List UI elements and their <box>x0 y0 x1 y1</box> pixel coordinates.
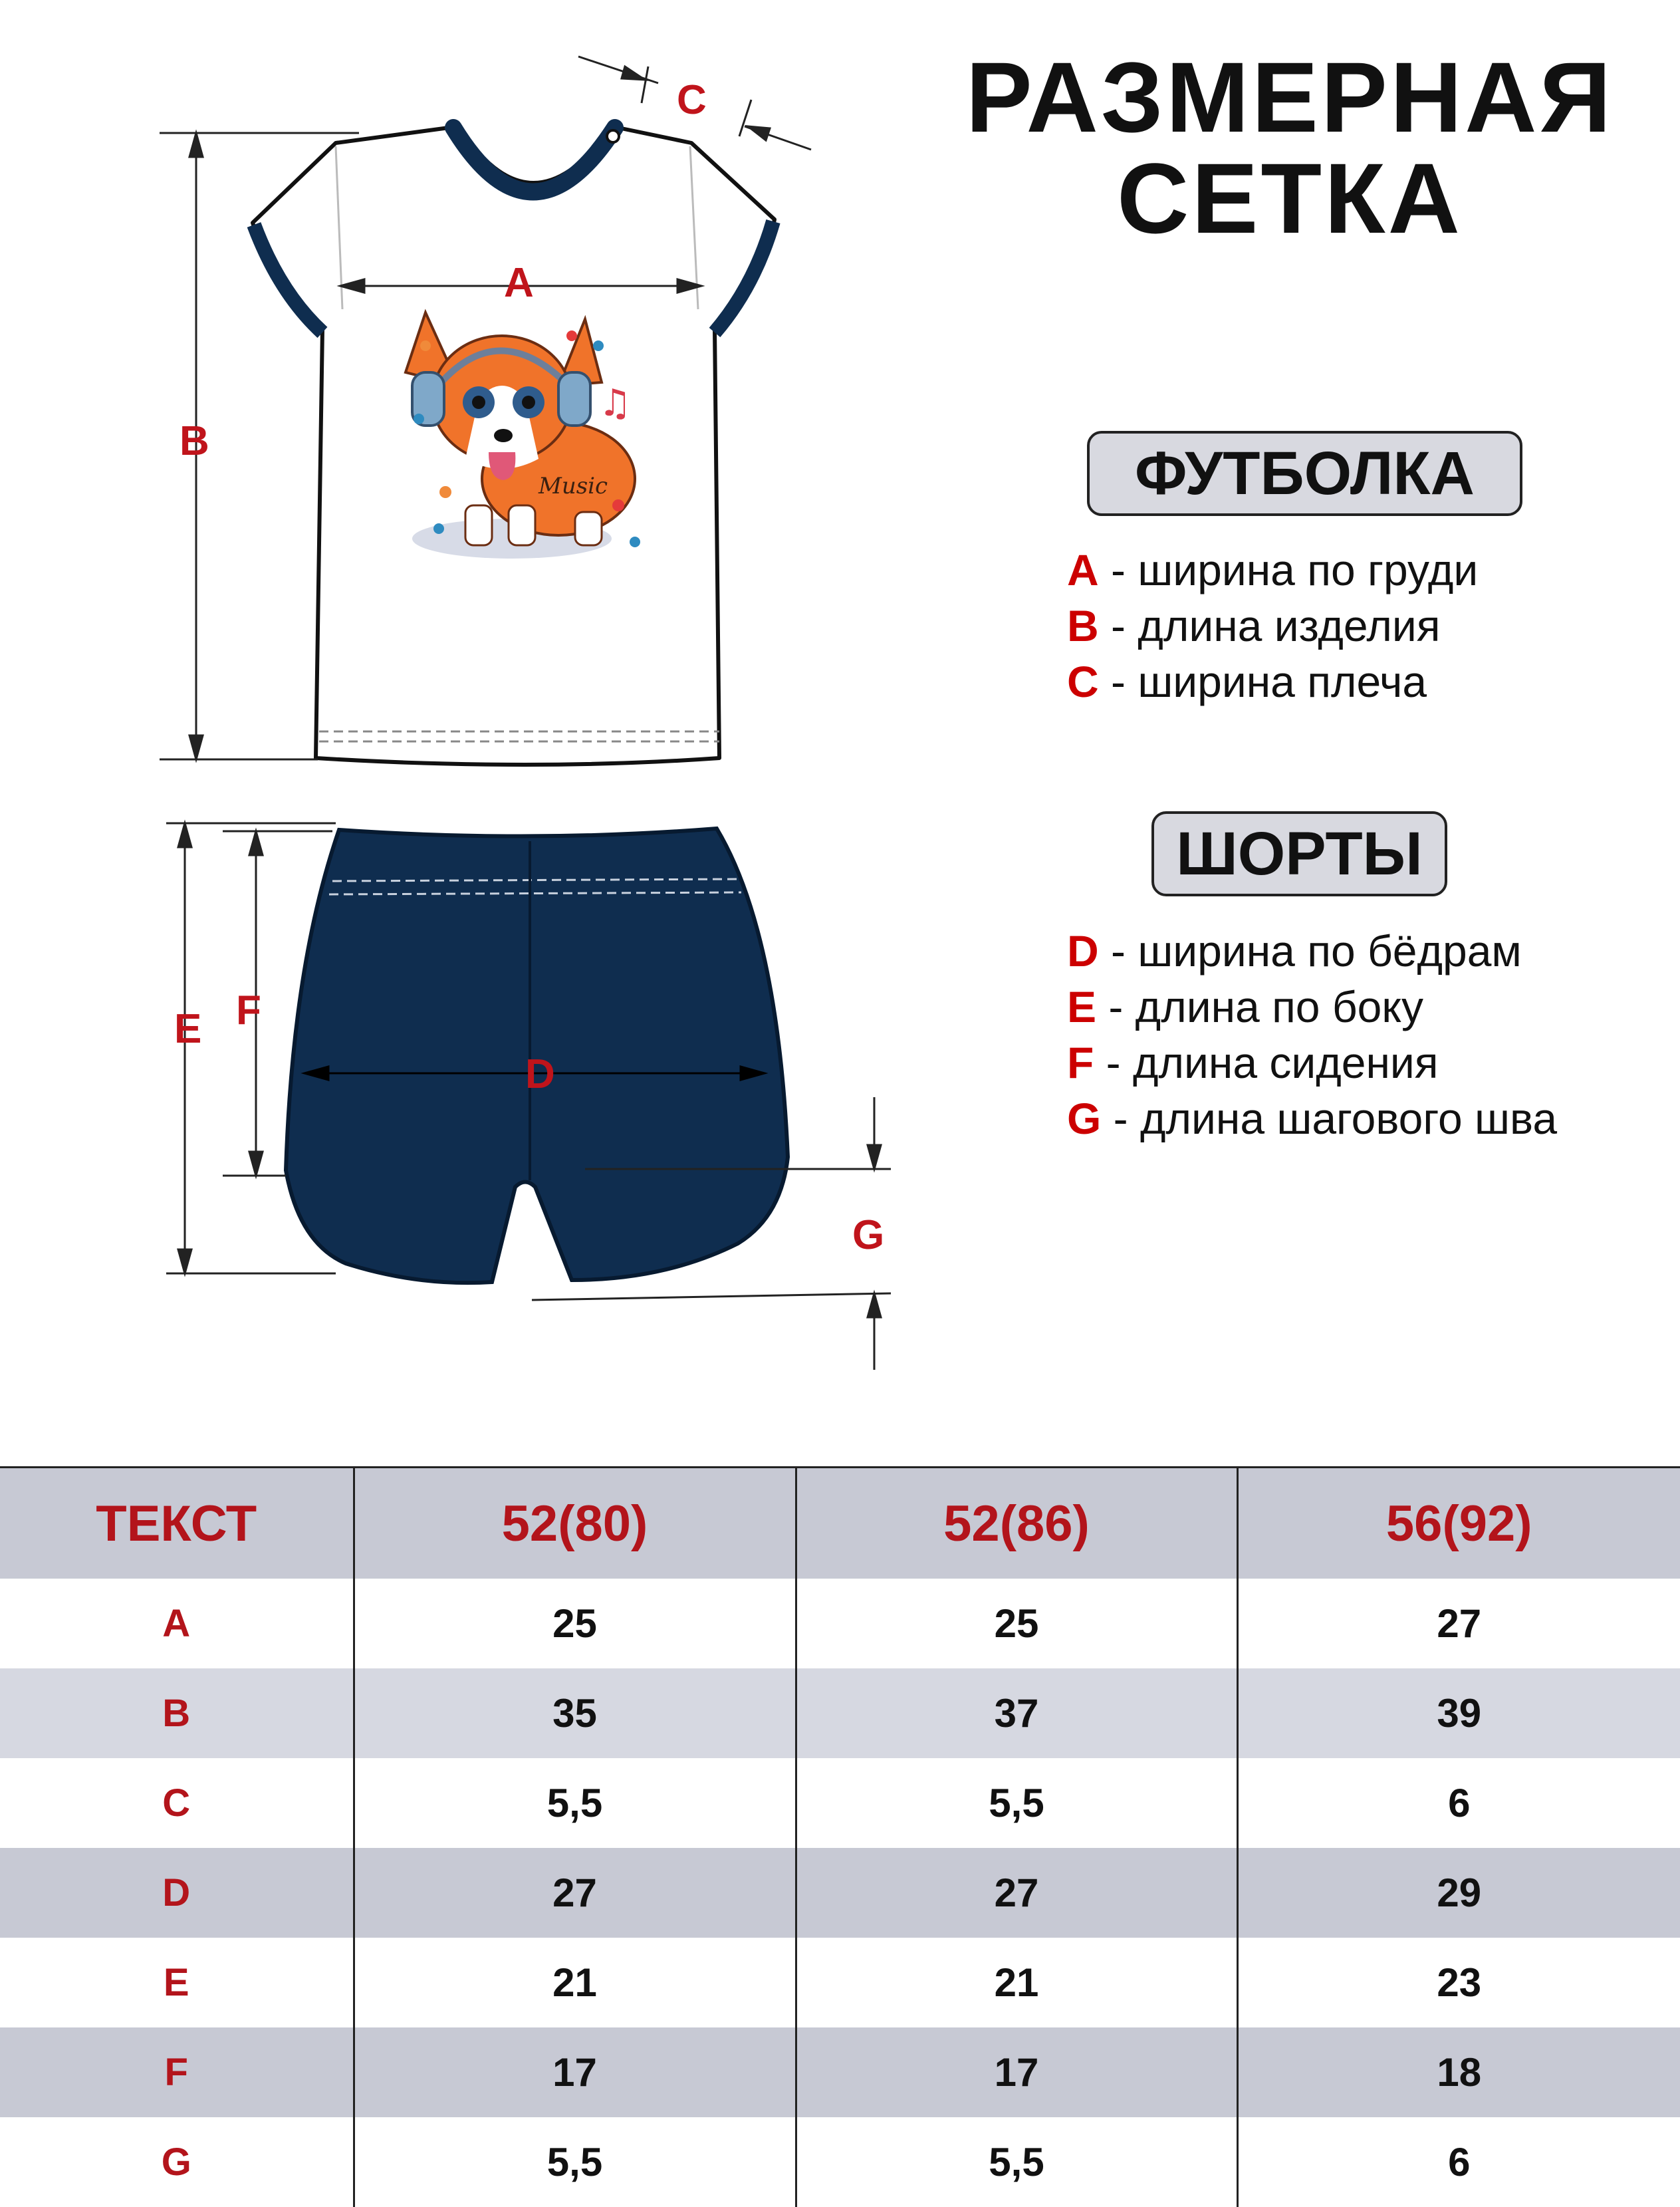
legend-text: - длина изделия <box>1098 601 1441 650</box>
legend-key: F <box>1067 1038 1094 1087</box>
label-e: E <box>174 1006 202 1052</box>
table-cell: 17 <box>796 2027 1237 2117</box>
label-d: D <box>525 1051 555 1097</box>
legend-key: A <box>1067 545 1099 594</box>
table-cell: 18 <box>1237 2027 1680 2117</box>
legend-text: - ширина по бёдрам <box>1098 926 1522 975</box>
table-header-cell: ТЕКСТ <box>0 1468 354 1579</box>
legend-item <box>1067 979 1557 1035</box>
table-cell: 39 <box>1237 1668 1680 1758</box>
legend-key: D <box>1067 926 1099 975</box>
table-cell: 35 <box>354 1668 796 1758</box>
legend-item <box>1067 1091 1557 1146</box>
table-row <box>0 2117 1680 2207</box>
legend-text: - ширина по груди <box>1098 545 1479 594</box>
row-key: C <box>0 1758 354 1848</box>
table-header-cell: 52(86) <box>796 1468 1237 1579</box>
row-key: G <box>0 2117 354 2207</box>
label-g: G <box>852 1212 885 1258</box>
legend-item <box>1067 1035 1557 1091</box>
legend-key: B <box>1067 601 1099 650</box>
label-a: A <box>504 260 534 306</box>
table-cell: 17 <box>354 2027 796 2117</box>
table-header-cell: 52(80) <box>354 1468 796 1579</box>
table-row <box>0 1848 1680 1938</box>
tshirt-legend <box>1067 542 1478 710</box>
table-cell: 5,5 <box>354 1758 796 1848</box>
label-c: C <box>677 77 707 123</box>
table-row <box>0 1758 1680 1848</box>
table-row <box>0 1579 1680 1668</box>
table-row <box>0 1938 1680 2027</box>
table-cell: 5,5 <box>354 2117 796 2207</box>
table-cell: 6 <box>1237 2117 1680 2207</box>
title-line-2: СЕТКА <box>1117 142 1463 254</box>
row-key: F <box>0 2027 354 2117</box>
legend-item <box>1067 542 1478 598</box>
table-cell: 5,5 <box>796 1758 1237 1848</box>
table-header-row <box>0 1468 1680 1579</box>
table-cell: 25 <box>796 1579 1237 1668</box>
legend-text: - длина по боку <box>1096 982 1423 1031</box>
table-cell: 27 <box>354 1848 796 1938</box>
row-key: A <box>0 1579 354 1668</box>
legend-text: - ширина плеча <box>1098 657 1427 706</box>
label-b: B <box>180 418 209 464</box>
shoulder-button <box>607 130 619 142</box>
legend-item <box>1067 654 1478 710</box>
legend-text: - длина шагового шва <box>1101 1094 1558 1143</box>
title-line-1: РАЗМЕРНАЯ <box>965 41 1614 153</box>
legend-item <box>1067 923 1557 979</box>
shorts-legend <box>1067 923 1557 1146</box>
legend-key: C <box>1067 657 1099 706</box>
table-cell: 25 <box>354 1579 796 1668</box>
table-cell: 37 <box>796 1668 1237 1758</box>
print-text: Music <box>539 473 608 499</box>
table-cell: 27 <box>796 1848 1237 1938</box>
table-cell: 27 <box>1237 1579 1680 1668</box>
table-cell: 29 <box>1237 1848 1680 1938</box>
legend-item <box>1067 598 1478 654</box>
table-cell: 21 <box>354 1938 796 2027</box>
row-key: B <box>0 1668 354 1758</box>
row-key: E <box>0 1938 354 2027</box>
size-table <box>0 1466 1680 2207</box>
table-cell: 23 <box>1237 1938 1680 2027</box>
shorts-diagram <box>0 785 931 1383</box>
svg-text:♫: ♫ <box>598 382 632 425</box>
tshirt-diagram <box>0 0 891 785</box>
table-cell: 5,5 <box>796 2117 1237 2207</box>
page-title <box>917 41 1662 254</box>
table-cell: 6 <box>1237 1758 1680 1848</box>
legend-key: E <box>1067 982 1097 1031</box>
shorts-section-label: ШОРТЫ <box>1151 811 1447 896</box>
table-row <box>0 2027 1680 2117</box>
table-cell: 21 <box>796 1938 1237 2027</box>
table-row <box>0 1668 1680 1758</box>
label-f: F <box>236 987 261 1033</box>
legend-text: - длина сидения <box>1094 1038 1439 1087</box>
tshirt-section-label: ФУТБОЛКА <box>1087 431 1522 516</box>
legend-key: G <box>1067 1094 1102 1143</box>
row-key: D <box>0 1848 354 1938</box>
table-header-cell: 56(92) <box>1237 1468 1680 1579</box>
